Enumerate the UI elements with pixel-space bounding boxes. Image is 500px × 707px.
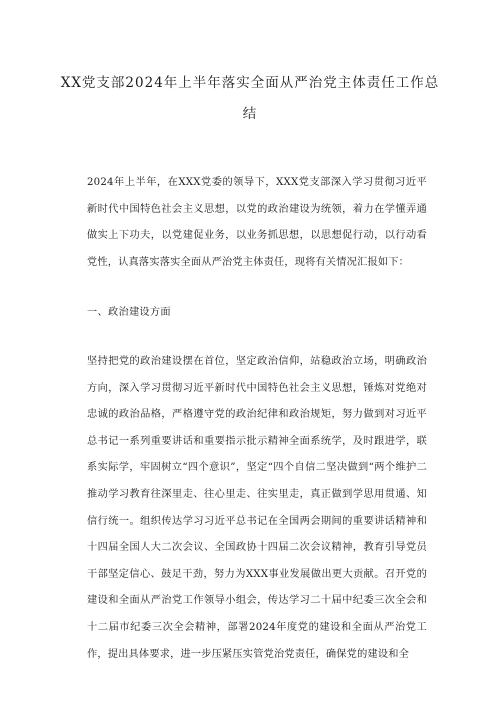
political-construction-paragraph: 坚持把党的政治建设摆在首位，坚定政治信仰，站稳政治立场，明确政治方向，深入学习贯彻习近平新时代中国特色社会主义思想，锤炼对党绝对忠诚的政治品格，严格遵守党的政治纪律和政治规矩，努力做到对习近平总书记一系列重要讲话和重要指示批示精神全面系统学，及时跟进学，联系实际学，牢固树立“四个意识”，坚定“四个自信二坚决做到“两个维护二推动学习教育往深里走、往心里走、往实里走，真正做到学思用贯通、知信行统一。组织传达学习习近平总书记在全国两会期间的重要讲话精神和十四届全国人大二次会议、全国政协十四届二次会议精神，教育引导党员干部坚定信心、鼓足干劲，努力为XXX事业发展做出更大贡献。召开党的建设和全面从严治党工作领导小组会，传达学习二十届中纪委三次全会和十二届市纪委三次全会精神，部署2024年度党的建设和全面从严治党工作，提出具体要求，进一步压紧压实管党治党责任，确保党的建设和全 bbox=[87, 356, 427, 660]
document-title-line-1: XX党支部2024年上半年落实全面从严治党主体责任工作总 bbox=[60, 75, 440, 91]
section-heading-political: 一、政治建设方面 bbox=[87, 307, 171, 318]
document-title-line-2: 结 bbox=[242, 106, 258, 122]
intro-paragraph: 2024年上半年，在XXX党委的领导下，XXX党支部深入学习贯彻习近平新时代中国特色社会主义思想，以党的政治建设为统领，着力在学懂弄通做实上下功夫，以党建促业务，以业务抓思想，以思想促行动，以行动看党性，认真落实落实全面从严治党主体责任，现将有关情况汇报如下： bbox=[87, 177, 427, 268]
